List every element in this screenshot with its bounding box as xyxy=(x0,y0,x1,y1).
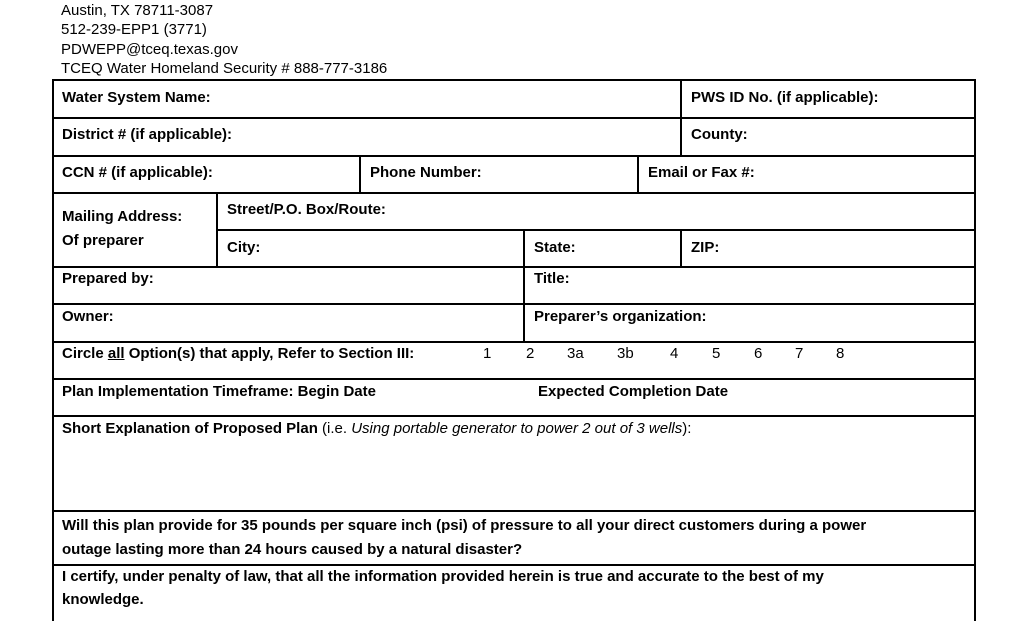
certify-line2: knowledge. xyxy=(62,591,144,608)
security-line: TCEQ Water Homeland Security # 888-777-3186 xyxy=(61,60,388,77)
form-table xyxy=(52,79,976,621)
county-field[interactable]: County: xyxy=(691,126,748,143)
zip-field[interactable]: ZIP: xyxy=(691,239,720,256)
option-7[interactable]: 7 xyxy=(795,345,804,362)
city-field[interactable]: City: xyxy=(227,239,261,256)
option-5[interactable]: 5 xyxy=(712,345,721,362)
begin-date-field[interactable]: Plan Implementation Timeframe: Begin Date xyxy=(62,383,376,400)
expected-completion-date-field[interactable]: Expected Completion Date xyxy=(538,383,729,400)
phone-number-field[interactable]: Phone Number: xyxy=(370,164,482,181)
title-field[interactable]: Title: xyxy=(534,270,570,287)
phone-line: 512-239-EPP1 (3771) xyxy=(61,21,207,38)
preparer-organization-field[interactable]: Preparer’s organization: xyxy=(534,308,707,325)
option-3b[interactable]: 3b xyxy=(617,345,634,362)
prepared-by-field[interactable]: Prepared by: xyxy=(62,270,154,287)
option-8[interactable]: 8 xyxy=(836,345,845,362)
ccn-field[interactable]: CCN # (if applicable): xyxy=(62,164,213,181)
water-system-name-field[interactable]: Water System Name: xyxy=(62,89,211,106)
owner-field[interactable]: Owner: xyxy=(62,308,114,325)
option-3a[interactable]: 3a xyxy=(567,345,584,362)
email-fax-field[interactable]: Email or Fax #: xyxy=(648,164,755,181)
of-preparer-label: Of preparer xyxy=(62,232,144,249)
option-6[interactable]: 6 xyxy=(754,345,763,362)
certify-line1: I certify, under penalty of law, that all the information provided herein is true and accurate to the best of my xyxy=(62,568,824,585)
pressure-question-line1: Will this plan provide for 35 pounds per square inch (psi) of pressure to all your direct customers during a power xyxy=(62,517,867,534)
short-explanation-field[interactable]: Short Explanation of Proposed Plan (i.e. Using portable generator to power 2 out of 3 wells): xyxy=(62,420,692,437)
address-line: Austin, TX 78711-3087 xyxy=(61,2,214,19)
state-field[interactable]: State: xyxy=(534,239,576,256)
circle-options-label: Circle all Option(s) that apply, Refer to Section III: xyxy=(62,345,415,362)
pressure-question-line2: outage lasting more than 24 hours caused by a natural disaster? xyxy=(62,541,523,558)
district-field[interactable]: District # (if applicable): xyxy=(62,126,233,143)
option-2[interactable]: 2 xyxy=(526,345,535,362)
email-line: PDWEPP@tceq.texas.gov xyxy=(61,41,238,58)
pws-id-field[interactable]: PWS ID No. (if applicable): xyxy=(691,89,879,106)
option-4[interactable]: 4 xyxy=(670,345,679,362)
street-field[interactable]: Street/P.O. Box/Route: xyxy=(227,201,386,218)
mailing-address-label: Mailing Address: xyxy=(62,208,183,225)
option-1[interactable]: 1 xyxy=(483,345,492,362)
